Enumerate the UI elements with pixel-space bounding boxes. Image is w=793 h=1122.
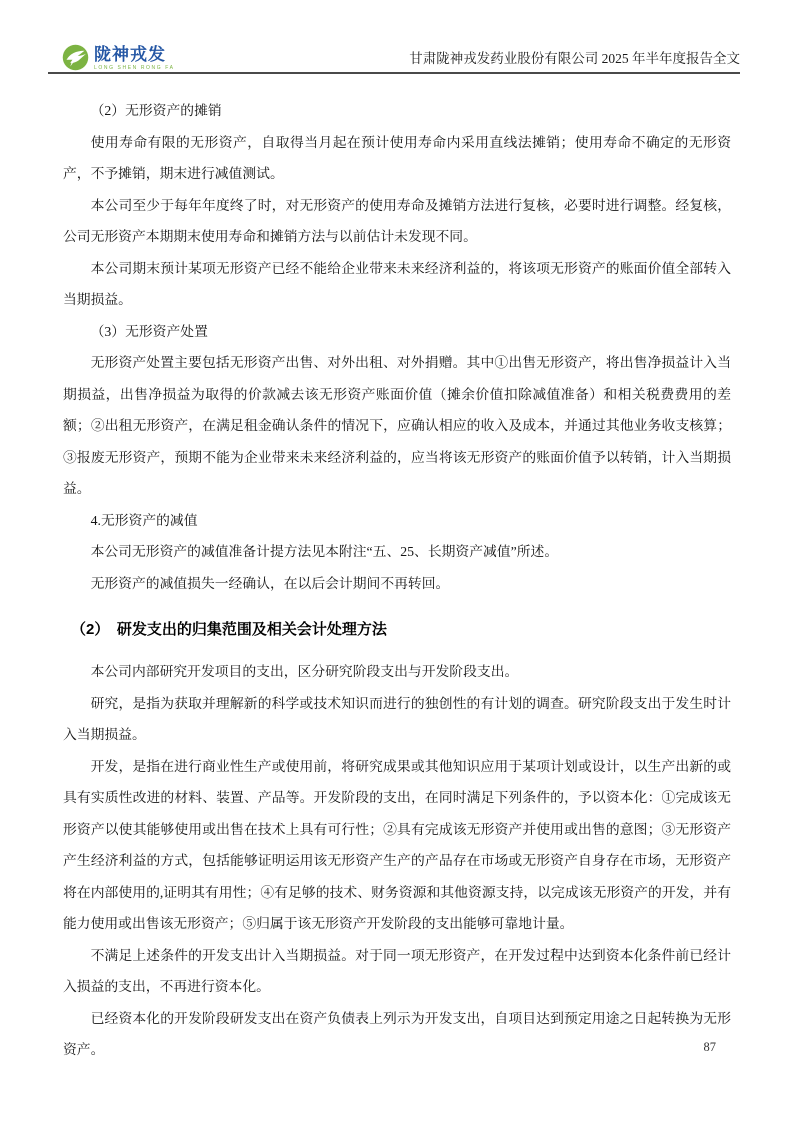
document-body [63, 95, 731, 1066]
paragraph: 本公司内部研究开发项目的支出，区分研究阶段支出与开发阶段支出。 [90, 664, 519, 679]
heading-rd-expenditure: （2） 研发支出的归集范围及相关会计处理方法 [71, 621, 387, 638]
logo-bird-icon [62, 44, 89, 71]
document-title: 甘肃陇神戎发药业股份有限公司 2025 年半年度报告全文 [409, 51, 740, 66]
paragraph: 不满足上述条件的开发支出计入当期损益。对于同一项无形资产，在开发过程中达到资本化条件前已经计入损益的支出，不再进行资本化。 [63, 947, 731, 994]
paragraph: 本公司至少于每年年度终了时，对无形资产的使用寿命及摊销方法进行复核，必要时进行调整。经复核，公司无形资产本期期末使用寿命和摊销方法与以前估计未发现不同。 [63, 197, 731, 244]
subheading-intangible-amortization: （2）无形资产的摊销 [90, 103, 222, 118]
subheading-intangible-disposal: （3）无形资产处置 [90, 323, 208, 339]
company-logo [62, 44, 175, 71]
page-header [0, 0, 793, 74]
brand-name-cn: 陇神戎发 [94, 45, 166, 64]
header-divider [48, 72, 740, 74]
paragraph: 使用寿命有限的无形资产，自取得当月起在预计使用寿命内采用直线法摊销；使用寿命不确定的无形资产，不予摊销，期末进行减值测试。 [63, 134, 731, 181]
paragraph: 无形资产处置主要包括无形资产出售、对外出租、对外捐赠。其中①出售无形资产，将出售净损益计入当期损益，出售净损益为取得的价款减去该无形资产账面价值（摊余价值扣除减值准备）和相关税费费用的差额；②出租无形资产，在满足租金确认条件的情况下，应确认相应的收入及成本，并通过其他业务收支核算；③报废无形资产，预期不能为企业带来未来经济利益的，应当将该无形资产的账面价值予以转销，计入当期损益。 [63, 355, 731, 496]
paragraph: 本公司期末预计某项无形资产已经不能给企业带来未来经济利益的，将该项无形资产的账面价值全部转入当期损益。 [63, 260, 731, 307]
subheading-intangible-impairment: 4.无形资产的减值 [90, 512, 198, 528]
paragraph: 本公司无形资产的减值准备计提方法见本附注“五、25、长期资产减值”所述。 [90, 544, 559, 559]
page-number: 87 [703, 1040, 716, 1054]
logo-text [94, 44, 175, 71]
paragraph: 研究，是指为获取并理解新的科学或技术知识而进行的独创性的有计划的调查。研究阶段支出于发生时计入当期损益。 [63, 695, 731, 742]
brand-name-en: LONG SHEN RONG FA [94, 65, 175, 71]
paragraph: 无形资产的减值损失一经确认，在以后会计期间不再转回。 [90, 575, 450, 591]
paragraph: 已经资本化的开发阶段研发支出在资产负债表上列示为开发支出，自项目达到预定用途之日起转换为无形资产。 [63, 1010, 731, 1057]
paragraph: 开发，是指在进行商业性生产或使用前，将研究成果或其他知识应用于某项计划或设计，以生产出新的或具有实质性改进的材料、装置、产品等。开发阶段的支出，在同时满足下列条件的，予以资本化：①完成该无形资产以使其能够使用或出售在技术上具有可行性；②具有完成该无形资产并使用或出售的意图；③无形资产产生经济利益的方式，包括能够证明运用该无形资产生产的产品存在市场或无形资产自身存在市场，无形资产将在内部使用的,证明其有用性；④有足够的技术、财务资源和其他资源支持，以完成该无形资产的开发，并有能力使用或出售该无形资产；⑤归属于该无形资产开发阶段的支出能够可靠地计量。 [63, 758, 731, 931]
